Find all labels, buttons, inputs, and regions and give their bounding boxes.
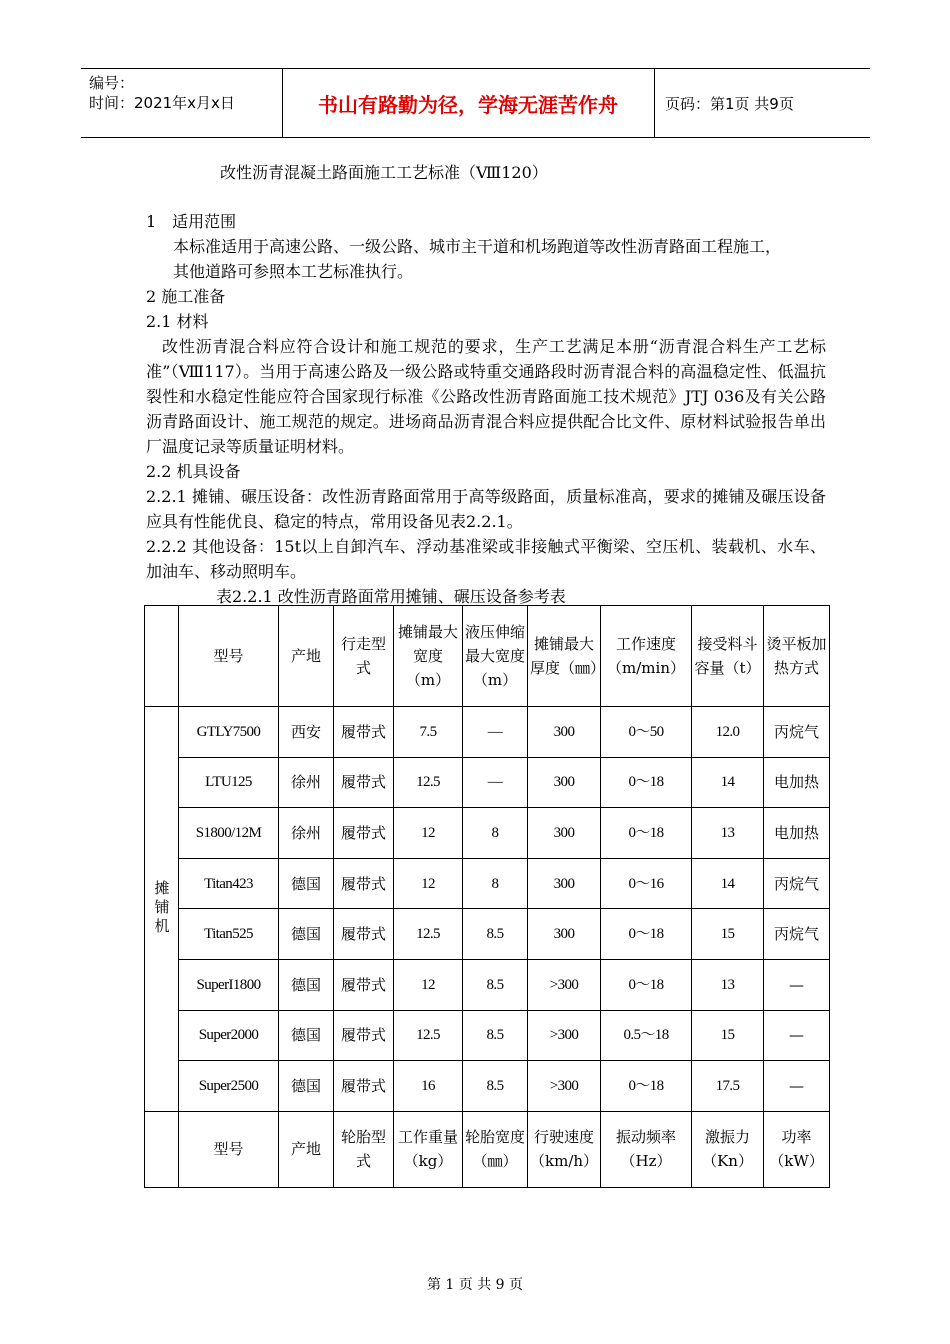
table-cell: 15 [692, 1010, 764, 1061]
table-cell: Super2000 [179, 1010, 279, 1061]
table-cell: 12 [394, 858, 463, 909]
table-cell: — [764, 1061, 830, 1112]
table-cell: 7.5 [394, 707, 463, 758]
table-cell: 德国 [279, 909, 334, 960]
page-footer: 第 1 页 共 9 页 [426, 1277, 524, 1293]
table-header-cell: 激振力（Kn） [692, 1111, 764, 1187]
table-row [145, 757, 830, 808]
header-divider [654, 69, 655, 137]
table-cell: 0～18 [601, 959, 692, 1010]
section-2-2-heading: 2.2 机具设备 [146, 462, 241, 481]
table-cell: SuperI1800 [179, 959, 279, 1010]
section-1-body: 其他道路可参照本工艺标准执行。 [173, 262, 414, 281]
table-cell: LTU125 [179, 757, 279, 808]
table-cell: 15 [692, 909, 764, 960]
table-cell: 0～18 [601, 1061, 692, 1112]
table-header-cell: 型号 [179, 606, 279, 707]
table-cell: 丙烷气 [764, 707, 830, 758]
table-cell: 0～18 [601, 808, 692, 859]
table-header-cell: 烫平板加热方式 [764, 606, 830, 707]
table-cell: 0.5～18 [601, 1010, 692, 1061]
table-cell: 徐州 [279, 808, 334, 859]
table-cell: 300 [528, 909, 601, 960]
table-cell: 8 [463, 808, 528, 859]
table-cell: S1800/12M [179, 808, 279, 859]
equipment-table-body [145, 606, 830, 1188]
table-cell: >300 [528, 959, 601, 1010]
table-header-cell: 产地 [279, 1111, 334, 1187]
table-cell: 12 [394, 808, 463, 859]
paver-group-label: 摊铺机 [145, 707, 179, 1112]
table-header-cell: 摊铺最大宽度（m） [394, 606, 463, 707]
table-cell: — [764, 959, 830, 1010]
table-cell: 丙烷气 [764, 909, 830, 960]
table-cell: 12 [394, 959, 463, 1010]
doc-number-label: 编号： [89, 74, 135, 92]
table-row [145, 909, 830, 960]
table-header-cell: 振动频率（Hz） [601, 1111, 692, 1187]
table-header-cell: 产地 [279, 606, 334, 707]
table-cell: 8.5 [463, 1061, 528, 1112]
table-cell: 12.0 [692, 707, 764, 758]
table-header-cell: 摊铺最大厚度（㎜） [528, 606, 601, 707]
table-header-cell: 行走型式 [334, 606, 394, 707]
table-cell: 8.5 [463, 1010, 528, 1061]
table-group-cell [145, 606, 179, 707]
table-cell: 13 [692, 959, 764, 1010]
table-row [145, 858, 830, 909]
header-meta [89, 73, 235, 113]
table-cell: 12.5 [394, 757, 463, 808]
table-caption: 表2.2.1 改性沥青路面常用摊铺、碾压设备参考表 [216, 587, 566, 606]
table-cell: 300 [528, 858, 601, 909]
doc-time-label: 时间：2021年x月x日 [89, 94, 235, 112]
table-cell: 14 [692, 858, 764, 909]
table-cell: — [764, 1010, 830, 1061]
table-cell: >300 [528, 1010, 601, 1061]
table-cell: Titan423 [179, 858, 279, 909]
table-cell: 电加热 [764, 808, 830, 859]
section-1-heading: 1 适用范围 [146, 212, 237, 231]
table-cell: 300 [528, 757, 601, 808]
table-header-cell: 轮胎宽度（㎜） [463, 1111, 528, 1187]
table-cell: 德国 [279, 1010, 334, 1061]
section-1-body: 本标准适用于高速公路、一级公路、城市主干道和机场跑道等改性沥青路面工程施工， [173, 237, 782, 256]
table-cell: 12.5 [394, 1010, 463, 1061]
table-cell: 德国 [279, 858, 334, 909]
table-cell: 14 [692, 757, 764, 808]
table-cell: 8.5 [463, 909, 528, 960]
table-cell: 0～18 [601, 757, 692, 808]
table-cell: — [463, 707, 528, 758]
table-cell: 履带式 [334, 808, 394, 859]
table-header-cell: 工作速度（m/min） [601, 606, 692, 707]
table-cell: 履带式 [334, 959, 394, 1010]
page-header [81, 68, 870, 138]
table-cell: 300 [528, 808, 601, 859]
header-page-info: 页码：第1页 共9页 [665, 95, 794, 113]
table-cell: 履带式 [334, 707, 394, 758]
table-header-cell: 功率（kW） [764, 1111, 830, 1187]
table-row [145, 1061, 830, 1112]
table-cell: 履带式 [334, 1010, 394, 1061]
table-header-row [145, 606, 830, 707]
table-row [145, 959, 830, 1010]
table-cell: 德国 [279, 959, 334, 1010]
table-cell: — [463, 757, 528, 808]
table-cell: 履带式 [334, 909, 394, 960]
table-cell: 履带式 [334, 858, 394, 909]
table-cell: 徐州 [279, 757, 334, 808]
table-cell: 丙烷气 [764, 858, 830, 909]
section-2-2-2-body: 2.2.2 其他设备：15t以上自卸汽车、浮动基准梁或非接触式平衡梁、空压机、装载机、水车、加油车、移动照明车。 [146, 537, 826, 581]
section-2-2-1-body: 2.2.1 摊铺、碾压设备：改性沥青路面常用于高等级路面，质量标准高，要求的摊铺及碾压设备应具有性能优良、稳定的特点，常用设备见表2.2.1。 [146, 487, 826, 531]
table-cell: 德国 [279, 1061, 334, 1112]
table-cell: 17.5 [692, 1061, 764, 1112]
equipment-table [144, 605, 830, 1188]
table-cell: Titan525 [179, 909, 279, 960]
table-cell: 8.5 [463, 959, 528, 1010]
table-cell: 13 [692, 808, 764, 859]
table-cell: GTLY7500 [179, 707, 279, 758]
table-cell: 16 [394, 1061, 463, 1112]
table-cell: 0～50 [601, 707, 692, 758]
table-group-cell [145, 1111, 179, 1187]
table-cell: 8 [463, 858, 528, 909]
table-cell: 电加热 [764, 757, 830, 808]
table-header-row [145, 1111, 830, 1187]
table-row [145, 808, 830, 859]
table-row [145, 707, 830, 758]
table-cell: Super2500 [179, 1061, 279, 1112]
table-cell: 西安 [279, 707, 334, 758]
table-cell: 12.5 [394, 909, 463, 960]
header-motto: 书山有路勤为径，学海无涯苦作舟 [318, 92, 618, 117]
table-cell: >300 [528, 1061, 601, 1112]
table-header-cell: 接受料斗容量（t） [692, 606, 764, 707]
table-header-cell: 型号 [179, 1111, 279, 1187]
table-header-cell: 液压伸缩最大宽度（m） [463, 606, 528, 707]
table-header-cell: 工作重量（kg） [394, 1111, 463, 1187]
section-2-heading: 2 施工准备 [146, 287, 226, 306]
table-header-cell: 轮胎型式 [334, 1111, 394, 1187]
document-title: 改性沥青混凝土路面施工工艺标准（Ⅷ120） [220, 163, 548, 182]
table-cell: 0～18 [601, 909, 692, 960]
section-2-1-heading: 2.1 材料 [146, 312, 209, 331]
section-2-1-body: 改性沥青混合料应符合设计和施工规范的要求，生产工艺满足本册“沥青混合料生产工艺标准”（Ⅷ117）。当用于高速公路及一级公路或特重交通路段时沥青混合料的高温稳定性、低温抗裂性和水稳定性能应符合国家现行标准《公路改性沥青路面施工技术规范》JTJ 036及有关公路沥青路面设计、施工规范的规定。进场商品沥青混合料应提供配合比文件、原材料试验报告单出厂温度记录等质量证明材料。 [146, 337, 826, 456]
table-cell: 300 [528, 707, 601, 758]
table-cell: 履带式 [334, 1061, 394, 1112]
document-body [146, 209, 826, 584]
table-row [145, 1010, 830, 1061]
table-cell: 0～16 [601, 858, 692, 909]
table-cell: 履带式 [334, 757, 394, 808]
table-header-cell: 行驶速度（km/h） [528, 1111, 601, 1187]
